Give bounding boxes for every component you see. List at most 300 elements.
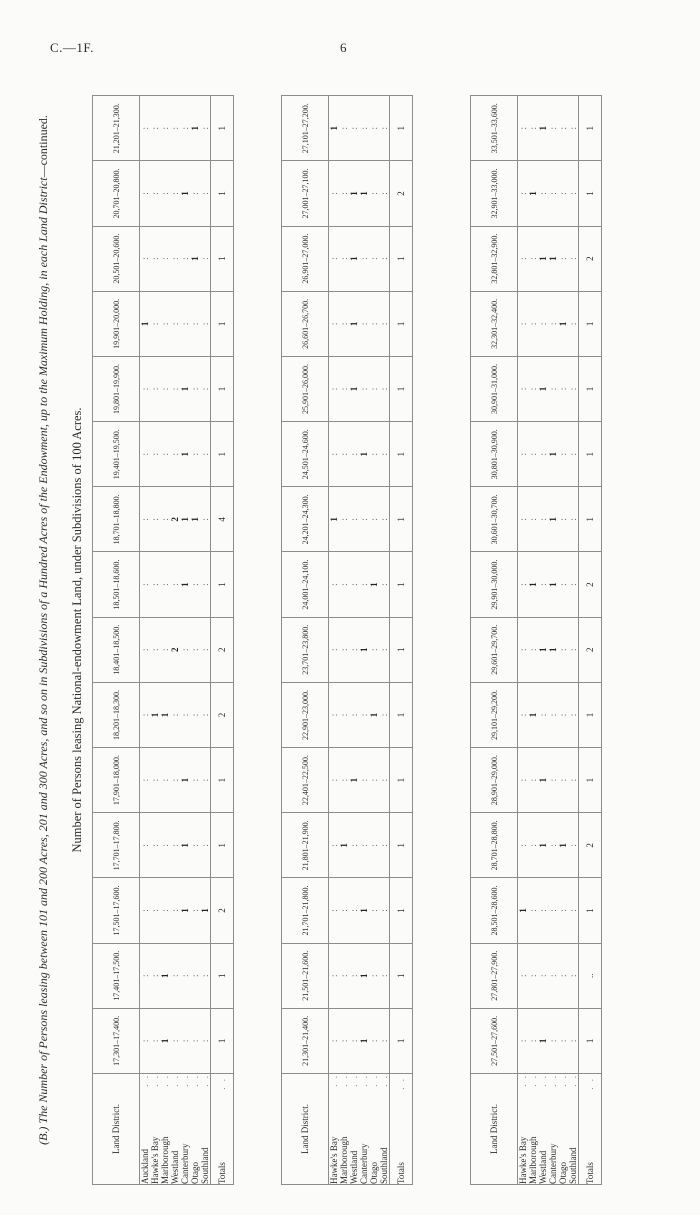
total-cell: 1 — [390, 422, 413, 487]
value-cell: : — [180, 126, 190, 130]
value-cell: : — [379, 713, 389, 717]
value-cell: : — [369, 452, 379, 456]
acre-range-header: 32,901–33,000. — [471, 161, 518, 226]
value-cell: : — [170, 713, 180, 717]
header-row — [93, 96, 140, 1185]
value-cell: : — [518, 713, 528, 717]
data-table — [92, 95, 234, 1185]
total-cell: 2 — [579, 617, 602, 682]
value-cell: : — [528, 322, 538, 326]
value-cell: : — [369, 518, 379, 521]
value-cell: : — [140, 192, 150, 195]
acre-range-header: 17,301–17,400. — [93, 1008, 140, 1073]
acre-range-header: 21,301–21,400. — [282, 1008, 329, 1073]
value-cell: : — [518, 1039, 528, 1043]
value-cell: 1 — [359, 647, 369, 653]
value-cell: 1 — [180, 386, 190, 392]
value-column — [140, 748, 211, 813]
value-cell: : — [568, 452, 578, 456]
value-cell: 1 — [160, 712, 170, 718]
value-cell: : — [528, 844, 538, 847]
acre-range-header: 18,401–18,500. — [93, 617, 140, 682]
value-cell: 1 — [548, 647, 558, 653]
value-cell: : — [200, 1039, 210, 1043]
value-cell: : — [568, 257, 578, 260]
value-cell: : — [568, 778, 578, 782]
leader-dots: . . — [369, 1074, 379, 1087]
value-cell: : — [349, 648, 359, 652]
value-cell: : — [190, 713, 200, 717]
leader-dots: . . — [585, 1077, 595, 1090]
value-cell: : — [518, 387, 528, 391]
value-cell: : — [528, 974, 538, 977]
value-cell: : — [538, 909, 548, 912]
value-cell: : — [369, 909, 379, 912]
acre-range-header: 19,901–20,000. — [93, 291, 140, 356]
value-cell: : — [339, 1039, 349, 1043]
value-cell: 1 — [548, 517, 558, 522]
value-cell: 1 — [329, 125, 339, 131]
total-cell: 2 — [579, 813, 602, 878]
value-column — [329, 226, 390, 291]
value-column — [518, 226, 579, 291]
body-row — [329, 96, 390, 1185]
value-cell: : — [548, 1039, 558, 1043]
total-cell: 1 — [211, 748, 234, 813]
leader-dots: . . — [568, 1074, 578, 1087]
value-cell: : — [200, 126, 210, 130]
value-cell: : — [369, 257, 379, 260]
value-cell: 1 — [190, 517, 200, 522]
value-cell: 1 — [558, 321, 568, 327]
value-cell: : — [339, 713, 349, 717]
district-name: Marlborough — [160, 1136, 170, 1184]
table-blocks — [92, 85, 659, 1185]
district-row-label — [538, 1074, 548, 1184]
value-column — [140, 291, 211, 356]
acre-range-header: 24,201–24,300. — [282, 487, 329, 552]
value-cell: : — [548, 909, 558, 912]
value-cell: : — [329, 257, 339, 260]
value-cell: : — [150, 387, 160, 391]
value-cell: : — [359, 583, 369, 586]
value-cell: 2 — [170, 517, 180, 522]
value-column — [518, 1008, 579, 1073]
value-cell: 1 — [349, 191, 359, 196]
district-row-label — [369, 1074, 379, 1184]
value-cell: : — [369, 387, 379, 391]
value-cell: : — [558, 257, 568, 260]
value-cell: 1 — [359, 191, 369, 196]
value-cell: 1 — [329, 517, 339, 522]
district-row-label — [548, 1074, 558, 1184]
total-cell: 1 — [211, 226, 234, 291]
district-row-label — [359, 1074, 369, 1184]
value-column — [518, 748, 579, 813]
value-cell: : — [329, 844, 339, 847]
value-cell: : — [339, 257, 349, 260]
acre-range-header: 27,801–27,900. — [471, 943, 518, 1008]
value-cell: : — [548, 974, 558, 977]
acre-range-header: 27,501–27,600. — [471, 1008, 518, 1073]
district-row-label — [160, 1074, 170, 1184]
acre-range-header: 18,201–18,300. — [93, 682, 140, 747]
value-cell: : — [329, 452, 339, 456]
value-cell: 1 — [518, 908, 528, 913]
value-cell: : — [160, 452, 170, 456]
value-cell: 1 — [359, 451, 369, 457]
value-column — [329, 1008, 390, 1073]
total-cell: 1 — [390, 813, 413, 878]
header-row — [282, 96, 329, 1185]
value-cell: : — [190, 322, 200, 326]
value-cell: 1 — [349, 256, 359, 261]
value-cell: : — [170, 452, 180, 456]
acre-range-header: 20,501–20,600. — [93, 226, 140, 291]
value-cell: : — [339, 648, 349, 652]
value-cell: : — [329, 648, 339, 652]
value-cell: 1 — [538, 777, 548, 783]
value-cell: : — [558, 974, 568, 977]
value-cell: : — [349, 909, 359, 912]
district-row-label — [558, 1074, 568, 1184]
value-cell: 1 — [558, 843, 568, 848]
value-column — [329, 96, 390, 161]
leader-dots: . . — [528, 1074, 538, 1087]
data-table — [281, 95, 413, 1185]
value-cell: : — [170, 192, 180, 195]
value-cell: 1 — [180, 908, 190, 913]
acre-range-header: 24,001–24,100. — [282, 552, 329, 617]
value-cell: : — [548, 713, 558, 717]
value-column — [140, 682, 211, 747]
value-cell: : — [548, 387, 558, 391]
value-cell: : — [359, 518, 369, 521]
total-cell: 1 — [211, 943, 234, 1008]
value-cell: : — [200, 257, 210, 260]
acre-range-header: 18,701–18,800. — [93, 487, 140, 552]
total-cell: 1 — [211, 96, 234, 161]
value-cell: : — [528, 778, 538, 782]
value-column — [140, 422, 211, 487]
acre-range-header: 19,801–19,900. — [93, 356, 140, 421]
value-cell: : — [528, 387, 538, 391]
value-column — [329, 617, 390, 682]
value-cell: : — [558, 126, 568, 130]
district-row-label — [349, 1074, 359, 1184]
district-name: Otago — [190, 1162, 200, 1184]
value-cell: : — [150, 648, 160, 652]
value-cell: : — [379, 778, 389, 782]
value-cell: : — [369, 844, 379, 847]
value-cell: : — [359, 257, 369, 260]
acre-range-header: 21,501–21,600. — [282, 943, 329, 1008]
district-names-cell — [329, 1074, 390, 1185]
value-cell: : — [548, 192, 558, 195]
value-cell: : — [160, 648, 170, 652]
value-cell: : — [150, 974, 160, 977]
total-cell: 1 — [211, 422, 234, 487]
value-cell: : — [140, 126, 150, 130]
value-cell: : — [369, 322, 379, 326]
total-cell: 1 — [390, 1008, 413, 1073]
value-cell: : — [160, 257, 170, 260]
acre-range-header: 28,701–28,800. — [471, 813, 518, 878]
value-cell: : — [339, 452, 349, 456]
value-cell: : — [140, 844, 150, 847]
value-cell: : — [180, 713, 190, 717]
value-cell: : — [339, 192, 349, 195]
value-cell: 1 — [538, 1038, 548, 1044]
value-cell: : — [349, 1039, 359, 1043]
value-cell: 2 — [170, 647, 180, 653]
value-cell: 1 — [339, 843, 349, 848]
acre-range-header: 29,601–29,700. — [471, 617, 518, 682]
acre-range-header: 19,401–19,500. — [93, 422, 140, 487]
total-cell: 1 — [579, 96, 602, 161]
value-cell: 1 — [180, 451, 190, 457]
land-district-header: Land District. — [471, 1074, 518, 1185]
district-row-label — [180, 1074, 190, 1184]
value-cell: 1 — [538, 256, 548, 261]
district-name: Canterbury — [180, 1143, 190, 1184]
value-column — [329, 161, 390, 226]
value-cell: : — [140, 909, 150, 912]
value-column — [329, 943, 390, 1008]
leader-dots: . . — [329, 1074, 339, 1087]
district-name: Marlborough — [339, 1136, 349, 1184]
value-cell: 1 — [180, 517, 190, 522]
value-cell: : — [329, 583, 339, 586]
acre-range-header: 24,501–24,600. — [282, 422, 329, 487]
acre-range-header: 26,901–27,000. — [282, 226, 329, 291]
value-cell: : — [140, 778, 150, 782]
value-cell: : — [568, 974, 578, 977]
value-cell: : — [329, 713, 339, 717]
value-cell: : — [150, 257, 160, 260]
acre-range-header: 27,101–27,200. — [282, 96, 329, 161]
value-column — [518, 552, 579, 617]
value-cell: : — [339, 387, 349, 391]
value-column — [518, 291, 579, 356]
value-column — [329, 356, 390, 421]
value-cell: : — [538, 518, 548, 521]
value-cell: : — [568, 518, 578, 521]
value-cell: : — [349, 844, 359, 847]
value-cell: : — [160, 126, 170, 130]
value-cell: : — [160, 387, 170, 391]
value-cell: 1 — [349, 777, 359, 783]
value-cell: : — [528, 909, 538, 912]
total-cell: 2 — [390, 161, 413, 226]
value-cell: 1 — [359, 908, 369, 913]
value-cell: : — [518, 974, 528, 977]
value-cell: : — [558, 518, 568, 521]
value-column — [329, 682, 390, 747]
value-column — [518, 161, 579, 226]
value-cell: : — [528, 452, 538, 456]
value-cell: 1 — [528, 582, 538, 587]
value-cell: : — [548, 126, 558, 130]
district-names-cell — [140, 1074, 211, 1185]
acre-range-header: 30,801–30,900. — [471, 422, 518, 487]
acre-range-header: 22,401–22,500. — [282, 748, 329, 813]
leader-dots: . . — [518, 1074, 528, 1087]
value-cell: : — [548, 322, 558, 326]
value-cell: : — [329, 192, 339, 195]
value-cell: : — [170, 583, 180, 586]
total-cell: 1 — [390, 226, 413, 291]
table-block-3 — [470, 85, 655, 1185]
value-cell: : — [568, 713, 578, 717]
value-cell: : — [140, 518, 150, 521]
value-cell: : — [190, 583, 200, 586]
total-cell: 1 — [390, 748, 413, 813]
value-cell: 1 — [180, 582, 190, 587]
acre-range-header: 22,901–23,000. — [282, 682, 329, 747]
district-name: Auckland — [140, 1149, 150, 1184]
value-cell: : — [568, 909, 578, 912]
value-cell: : — [538, 583, 548, 586]
value-cell: : — [379, 452, 389, 456]
value-column — [329, 422, 390, 487]
acre-range-header: 30,901–31,000. — [471, 356, 518, 421]
acre-range-header: 23,701–23,800. — [282, 617, 329, 682]
acre-range-header: 17,501–17,600. — [93, 878, 140, 943]
totals-row — [390, 96, 413, 1185]
value-cell: : — [369, 192, 379, 195]
acre-range-header: 32,801–32,900. — [471, 226, 518, 291]
value-column — [518, 96, 579, 161]
header-row — [471, 96, 518, 1185]
value-cell: : — [558, 778, 568, 782]
total-cell: 1 — [390, 356, 413, 421]
value-column — [329, 748, 390, 813]
value-cell: : — [538, 192, 548, 195]
page-number: 6 — [340, 40, 347, 55]
value-column — [140, 552, 211, 617]
value-column — [329, 552, 390, 617]
value-cell: : — [518, 778, 528, 782]
total-cell: 2 — [211, 617, 234, 682]
total-cell: 1 — [579, 161, 602, 226]
leader-dots: . . — [170, 1074, 180, 1087]
value-cell: : — [538, 974, 548, 977]
acre-range-header: 28,501–28,600. — [471, 878, 518, 943]
acre-range-header: 29,901–30,000. — [471, 552, 518, 617]
value-cell: : — [548, 844, 558, 847]
value-column — [140, 878, 211, 943]
value-cell: : — [150, 452, 160, 456]
totals-label-cell — [579, 1074, 602, 1185]
district-name: Southland — [200, 1147, 210, 1184]
value-cell: : — [558, 192, 568, 195]
acre-range-header: 21,801–21,900. — [282, 813, 329, 878]
value-cell: : — [160, 192, 170, 195]
page-header — [0, 0, 700, 70]
value-cell: : — [568, 648, 578, 652]
value-cell: 1 — [548, 451, 558, 457]
value-cell: : — [369, 778, 379, 782]
value-cell: : — [339, 126, 349, 130]
value-cell: : — [190, 1039, 200, 1043]
value-cell: : — [339, 778, 349, 782]
value-cell: 1 — [150, 712, 160, 718]
value-cell: : — [528, 126, 538, 130]
leader-dots: . . — [190, 1074, 200, 1087]
value-cell: : — [170, 257, 180, 260]
acre-range-header: 30,601–30,700. — [471, 487, 518, 552]
district-row-label — [200, 1074, 210, 1184]
value-column — [329, 813, 390, 878]
value-cell: : — [160, 778, 170, 782]
value-cell: 1 — [359, 973, 369, 978]
value-cell: : — [150, 844, 160, 847]
leader-dots: . . — [548, 1074, 558, 1087]
value-cell: : — [349, 126, 359, 130]
leader-dots: . . — [359, 1074, 369, 1087]
value-cell: 1 — [538, 843, 548, 848]
acre-range-header: 21,701–21,800. — [282, 878, 329, 943]
value-cell: 1 — [200, 908, 210, 913]
value-column — [518, 682, 579, 747]
district-names-cell — [518, 1074, 579, 1185]
total-cell: 1 — [211, 813, 234, 878]
value-cell: : — [349, 452, 359, 456]
value-cell: : — [538, 452, 548, 456]
total-cell: 1 — [211, 1008, 234, 1073]
value-cell: : — [190, 192, 200, 195]
total-cell: 1 — [211, 552, 234, 617]
value-cell: : — [359, 322, 369, 326]
value-cell: 1 — [528, 712, 538, 718]
value-cell: : — [379, 974, 389, 977]
value-cell: : — [140, 648, 150, 652]
totals-label-cell — [390, 1074, 413, 1185]
district-name: Hawke's Bay — [150, 1136, 160, 1184]
value-cell: : — [379, 257, 389, 260]
acre-range-header: 17,701–17,800. — [93, 813, 140, 878]
value-column — [140, 617, 211, 682]
total-cell: 2 — [579, 226, 602, 291]
total-cell: 1 — [390, 96, 413, 161]
value-cell: : — [150, 583, 160, 586]
district-name: Southland — [379, 1147, 389, 1184]
value-cell: : — [170, 126, 180, 130]
value-cell: : — [528, 518, 538, 521]
leader-dots: . . — [339, 1074, 349, 1087]
district-row-label — [379, 1074, 389, 1184]
leader-dots: . . — [538, 1074, 548, 1087]
leader-dots: . . — [160, 1074, 170, 1087]
total-cell: 1 — [390, 291, 413, 356]
value-cell: : — [369, 974, 379, 977]
table-subheading: Number of Persons leasing National-endowment Land, under Subdivisions of 100 Acres. — [70, 407, 84, 853]
value-cell: : — [190, 452, 200, 456]
value-cell: : — [369, 126, 379, 130]
value-cell: 1 — [538, 125, 548, 131]
value-cell: 1 — [359, 1038, 369, 1044]
total-cell: 1 — [211, 161, 234, 226]
value-cell: 1 — [369, 712, 379, 718]
value-cell: : — [190, 387, 200, 391]
value-cell: : — [170, 322, 180, 326]
district-name: Westland — [170, 1150, 180, 1184]
value-cell: : — [558, 713, 568, 717]
value-cell: : — [190, 844, 200, 847]
value-cell: : — [518, 322, 528, 326]
value-cell: : — [528, 1039, 538, 1043]
